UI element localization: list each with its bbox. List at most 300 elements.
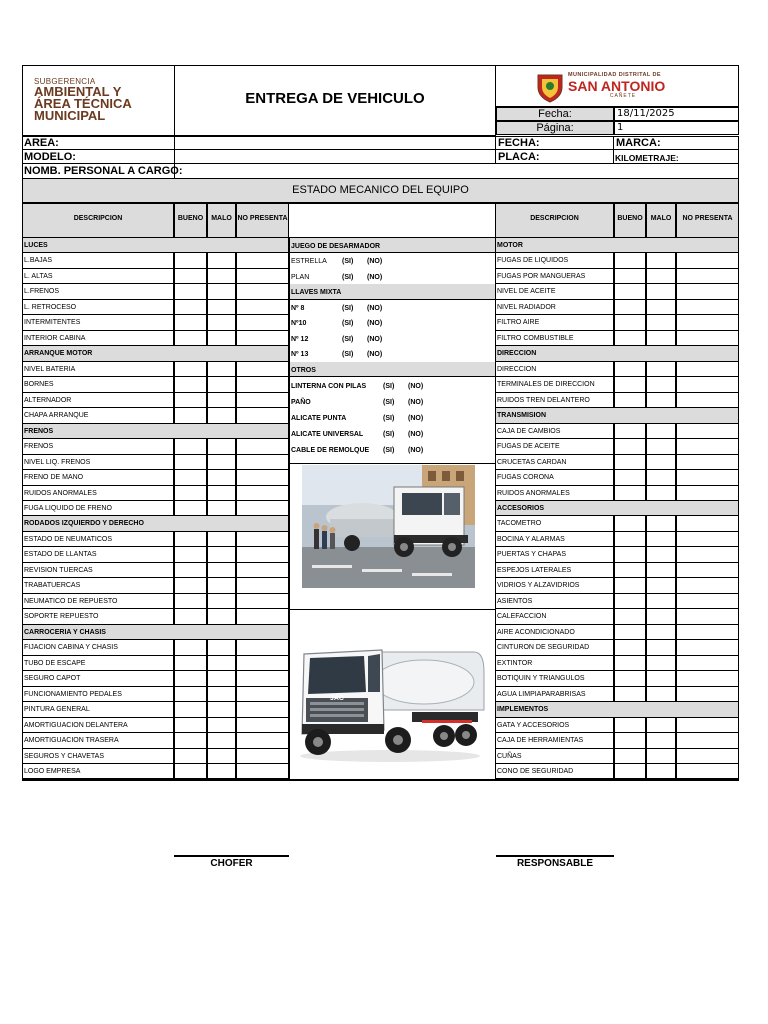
right-malo-cell[interactable] <box>646 640 676 655</box>
right-no-presenta-cell[interactable] <box>676 300 739 315</box>
right-malo-cell[interactable] <box>646 578 676 593</box>
left-bueno-cell[interactable] <box>174 315 207 330</box>
right-item-label: NIVEL DE ACEITE <box>497 288 556 296</box>
pagina-value-cell[interactable] <box>614 121 739 135</box>
right-bueno-cell[interactable] <box>614 424 646 439</box>
right-item-label: BOCINA Y ALARMAS <box>497 535 565 543</box>
tool-si-option[interactable]: (SI) <box>342 320 354 328</box>
left-group-row <box>22 424 289 439</box>
right-malo-cell[interactable] <box>646 486 676 501</box>
left-malo-cell[interactable] <box>207 408 236 423</box>
tool-no-option[interactable]: (NO) <box>408 398 424 406</box>
tool-si-option[interactable]: (SI) <box>342 351 354 359</box>
page-title: ENTREGA DE VEHICULO <box>245 90 425 107</box>
left-bueno-cell[interactable] <box>174 718 207 733</box>
tool-no-option[interactable]: (NO) <box>367 304 383 312</box>
left-malo-cell[interactable] <box>207 578 236 593</box>
tool-item-label: ALICATE UNIVERSAL <box>291 431 364 439</box>
left-header-bueno-label: BUENO <box>177 215 204 222</box>
left-malo-cell[interactable] <box>207 702 236 717</box>
left-bueno-cell[interactable] <box>174 609 207 624</box>
right-bueno-cell[interactable] <box>614 687 646 702</box>
right-malo-cell[interactable] <box>646 625 676 640</box>
left-no-presenta-cell[interactable] <box>236 718 289 733</box>
left-malo-cell[interactable] <box>207 594 236 609</box>
left-no-presenta-cell[interactable] <box>236 687 289 702</box>
middle-photo-divider <box>289 609 495 610</box>
right-malo-cell[interactable] <box>646 315 676 330</box>
right-bueno-cell[interactable] <box>614 377 646 392</box>
grid-bottom-border <box>22 779 739 781</box>
left-header-descripcion-label: DESCRIPCION <box>73 215 123 222</box>
right-group-label: DIRECCION <box>497 350 537 358</box>
kilometraje-label: KILOMETRAJE: <box>615 153 679 163</box>
right-malo-cell[interactable] <box>646 733 676 748</box>
tool-no-option[interactable]: (NO) <box>367 258 383 266</box>
left-no-presenta-cell[interactable] <box>236 486 289 501</box>
truck-photo-street <box>302 465 475 588</box>
tool-no-option[interactable]: (NO) <box>367 351 383 359</box>
left-malo-cell[interactable] <box>207 547 236 562</box>
tool-item-label: CABLE DE REMOLQUE <box>291 447 370 455</box>
right-bueno-cell[interactable] <box>614 547 646 562</box>
right-malo-cell[interactable] <box>646 764 676 779</box>
right-no-presenta-cell[interactable] <box>676 486 739 501</box>
right-malo-cell[interactable] <box>646 424 676 439</box>
right-no-presenta-cell[interactable] <box>676 516 739 531</box>
left-no-presenta-cell[interactable] <box>236 656 289 671</box>
right-malo-cell[interactable] <box>646 532 676 547</box>
middle-group-row <box>289 362 495 377</box>
left-malo-cell[interactable] <box>207 532 236 547</box>
left-bueno-cell[interactable] <box>174 578 207 593</box>
left-bueno-cell[interactable] <box>174 640 207 655</box>
tool-si-option[interactable]: (SI) <box>383 382 395 390</box>
right-no-presenta-cell[interactable] <box>676 687 739 702</box>
left-no-presenta-cell[interactable] <box>236 501 289 516</box>
right-malo-cell[interactable] <box>646 377 676 392</box>
right-malo-cell[interactable] <box>646 269 676 284</box>
left-malo-cell[interactable] <box>207 671 236 686</box>
right-bueno-cell[interactable] <box>614 764 646 779</box>
right-no-presenta-cell[interactable] <box>676 609 739 624</box>
middle-left-border <box>289 238 290 779</box>
chofer-signature-line[interactable] <box>174 855 289 857</box>
right-item-label: CONO DE SEGURIDAD <box>497 767 574 775</box>
left-no-presenta-cell[interactable] <box>236 640 289 655</box>
left-item-label: FRENO DE MANO <box>24 474 84 482</box>
right-no-presenta-cell[interactable] <box>676 547 739 562</box>
left-malo-cell[interactable] <box>207 749 236 764</box>
right-malo-cell[interactable] <box>646 300 676 315</box>
left-malo-cell[interactable] <box>207 455 236 470</box>
right-malo-cell[interactable] <box>646 749 676 764</box>
left-bueno-cell[interactable] <box>174 269 207 284</box>
right-item-label: FUGAS DE LIQUIDOS <box>497 257 569 265</box>
right-malo-cell[interactable] <box>646 516 676 531</box>
tool-item-label: PLAN <box>291 273 310 281</box>
right-item-label: CAJA DE CAMBIOS <box>497 427 561 435</box>
right-item-label: CINTURON DE SEGURIDAD <box>497 644 590 652</box>
right-no-presenta-cell[interactable] <box>676 640 739 655</box>
left-no-presenta-cell[interactable] <box>236 749 289 764</box>
right-no-presenta-cell[interactable] <box>676 470 739 485</box>
left-bueno-cell[interactable] <box>174 486 207 501</box>
right-bueno-cell[interactable] <box>614 393 646 408</box>
left-header-no_presenta-label: NO PRESENTA <box>237 215 288 222</box>
left-malo-cell[interactable] <box>207 563 236 578</box>
right-no-presenta-cell[interactable] <box>676 578 739 593</box>
left-bueno-cell[interactable] <box>174 455 207 470</box>
left-no-presenta-cell[interactable] <box>236 362 289 377</box>
tool-si-option[interactable]: (SI) <box>342 258 354 266</box>
left-bueno-cell[interactable] <box>174 702 207 717</box>
right-no-presenta-cell[interactable] <box>676 362 739 377</box>
right-item-label: FILTRO AIRE <box>497 319 540 327</box>
right-bueno-cell[interactable] <box>614 362 646 377</box>
responsable-signature-line[interactable] <box>496 855 614 857</box>
right-no-presenta-cell[interactable] <box>676 733 739 748</box>
left-malo-cell[interactable] <box>207 393 236 408</box>
left-bueno-cell[interactable] <box>174 300 207 315</box>
left-no-presenta-cell[interactable] <box>236 532 289 547</box>
personal-label: NOMB. PERSONAL A CARGO: <box>24 165 183 177</box>
right-group-label: IMPLEMENTOS <box>497 706 549 714</box>
left-malo-cell[interactable] <box>207 284 236 299</box>
left-item-label: NIVEL LIQ. FRENOS <box>24 458 91 466</box>
right-bueno-cell[interactable] <box>614 609 646 624</box>
left-no-presenta-cell[interactable] <box>236 563 289 578</box>
left-bueno-cell[interactable] <box>174 284 207 299</box>
right-malo-cell[interactable] <box>646 594 676 609</box>
right-bueno-cell[interactable] <box>614 284 646 299</box>
right-bueno-cell[interactable] <box>614 253 646 268</box>
tool-no-option[interactable]: (NO) <box>408 382 424 390</box>
right-bueno-cell[interactable] <box>614 749 646 764</box>
right-bueno-cell[interactable] <box>614 733 646 748</box>
left-item-label: FRENOS <box>24 443 54 451</box>
right-bueno-cell[interactable] <box>614 532 646 547</box>
middle-tools-bottom <box>289 463 495 464</box>
left-malo-cell[interactable] <box>207 733 236 748</box>
right-group-label: MOTOR <box>497 242 523 249</box>
right-bueno-cell[interactable] <box>614 439 646 454</box>
right-malo-cell[interactable] <box>646 687 676 702</box>
right-malo-cell[interactable] <box>646 470 676 485</box>
tool-no-option[interactable]: (NO) <box>367 320 383 328</box>
municipality-line-3: CAÑETE <box>609 93 637 99</box>
right-no-presenta-cell[interactable] <box>676 625 739 640</box>
left-item-label: CHAPA ARRANQUE <box>24 412 89 420</box>
left-no-presenta-cell[interactable] <box>236 300 289 315</box>
right-bueno-cell[interactable] <box>614 300 646 315</box>
left-no-presenta-cell[interactable] <box>236 470 289 485</box>
right-header-no_presenta-label: NO PRESENTA <box>682 215 733 222</box>
right-group-label: TRANSMISION <box>497 412 546 420</box>
right-no-presenta-cell[interactable] <box>676 764 739 779</box>
right-item-label: ASIENTOS <box>497 597 533 605</box>
left-group-label: RODADOS IZQUIERDO Y DERECHO <box>24 520 144 528</box>
left-no-presenta-cell[interactable] <box>236 578 289 593</box>
left-no-presenta-cell[interactable] <box>236 671 289 686</box>
right-item-label: FUGAS CORONA <box>497 474 554 482</box>
left-bueno-cell[interactable] <box>174 656 207 671</box>
left-item-label: L.FRENOS <box>24 288 60 296</box>
left-no-presenta-cell[interactable] <box>236 408 289 423</box>
municipality-seal-icon <box>536 71 564 103</box>
middle-header-blank <box>289 203 495 238</box>
right-no-presenta-cell[interactable] <box>676 563 739 578</box>
tool-no-option[interactable]: (NO) <box>408 431 424 439</box>
right-header-malo-label: MALO <box>650 215 672 222</box>
left-bueno-cell[interactable] <box>174 362 207 377</box>
right-no-presenta-cell[interactable] <box>676 718 739 733</box>
right-no-presenta-cell[interactable] <box>676 269 739 284</box>
left-malo-cell[interactable] <box>207 609 236 624</box>
right-bueno-cell[interactable] <box>614 718 646 733</box>
right-bueno-cell[interactable] <box>614 563 646 578</box>
municipality-line-2: SAN ANTONIO <box>568 78 666 94</box>
left-no-presenta-cell[interactable] <box>236 331 289 346</box>
left-bueno-cell[interactable] <box>174 393 207 408</box>
left-bueno-cell[interactable] <box>174 594 207 609</box>
right-no-presenta-cell[interactable] <box>676 749 739 764</box>
right-no-presenta-cell[interactable] <box>676 424 739 439</box>
left-malo-cell[interactable] <box>207 718 236 733</box>
right-group-row <box>495 238 739 253</box>
left-item-label: PINTURA GENERAL <box>24 706 90 714</box>
tool-no-option[interactable]: (NO) <box>408 447 424 455</box>
left-no-presenta-cell[interactable] <box>236 439 289 454</box>
tool-item-label: LINTERNA CON PILAS <box>291 382 367 390</box>
right-bueno-cell[interactable] <box>614 315 646 330</box>
left-no-presenta-cell[interactable] <box>236 547 289 562</box>
left-malo-cell[interactable] <box>207 377 236 392</box>
tool-item-label: ALICATE PUNTA <box>291 414 347 422</box>
right-item-label: CAJA DE HERRAMIENTAS <box>497 737 584 745</box>
logo-line-2: AMBIENTAL Y <box>34 84 122 99</box>
left-bueno-cell[interactable] <box>174 408 207 423</box>
right-bueno-cell[interactable] <box>614 594 646 609</box>
right-bueno-cell[interactable] <box>614 331 646 346</box>
right-no-presenta-cell[interactable] <box>676 594 739 609</box>
right-malo-cell[interactable] <box>646 547 676 562</box>
right-bueno-cell[interactable] <box>614 516 646 531</box>
right-malo-cell[interactable] <box>646 718 676 733</box>
left-no-presenta-cell[interactable] <box>236 594 289 609</box>
left-item-label: INTERMITENTES <box>24 319 81 327</box>
responsable-label: RESPONSABLE <box>516 858 594 869</box>
left-group-label: FRENOS <box>24 427 54 435</box>
left-bueno-cell[interactable] <box>174 501 207 516</box>
right-item-label: PUERTAS Y CHAPAS <box>497 551 566 559</box>
pagina-label: Página: <box>536 122 574 134</box>
right-bueno-cell[interactable] <box>614 455 646 470</box>
left-item-label: TUBO DE ESCAPE <box>24 659 86 667</box>
left-bueno-cell[interactable] <box>174 331 207 346</box>
right-no-presenta-cell[interactable] <box>676 315 739 330</box>
fecha-info-label: FECHA: <box>498 137 540 149</box>
right-no-presenta-cell[interactable] <box>676 253 739 268</box>
pagina-value: 1 <box>617 122 624 133</box>
left-bueno-cell[interactable] <box>174 547 207 562</box>
truck-brand-text: JAC <box>329 695 345 702</box>
right-item-label: TACOMETRO <box>497 520 542 528</box>
truck-photo-product <box>294 632 486 764</box>
right-bueno-cell[interactable] <box>614 671 646 686</box>
left-bueno-cell[interactable] <box>174 563 207 578</box>
right-bueno-cell[interactable] <box>614 486 646 501</box>
left-no-presenta-cell[interactable] <box>236 253 289 268</box>
tool-no-option[interactable]: (NO) <box>408 414 424 422</box>
left-malo-cell[interactable] <box>207 362 236 377</box>
right-item-label: AGUA LIMPIAPARABRISAS <box>497 690 586 698</box>
left-malo-cell[interactable] <box>207 764 236 779</box>
left-bueno-cell[interactable] <box>174 733 207 748</box>
left-malo-cell[interactable] <box>207 470 236 485</box>
tool-si-option[interactable]: (SI) <box>383 398 395 406</box>
right-malo-cell[interactable] <box>646 284 676 299</box>
tool-no-option[interactable]: (NO) <box>367 273 383 281</box>
left-item-label: ALTERNADOR <box>24 396 72 404</box>
right-bueno-cell[interactable] <box>614 625 646 640</box>
left-item-label: INTERIOR CABINA <box>24 334 86 342</box>
left-item-label: ESTADO DE NEUMATICOS <box>24 535 113 543</box>
left-no-presenta-cell[interactable] <box>236 315 289 330</box>
left-malo-cell[interactable] <box>207 269 236 284</box>
right-item-label: CRUCETAS CARDAN <box>497 458 567 466</box>
fecha-value: 18/11/2025 <box>617 108 675 119</box>
right-bueno-cell[interactable] <box>614 578 646 593</box>
left-item-label: SEGURO CAPOT <box>24 675 81 683</box>
left-bueno-cell[interactable] <box>174 470 207 485</box>
right-no-presenta-cell[interactable] <box>676 377 739 392</box>
right-header-bueno-label: BUENO <box>617 215 643 222</box>
left-item-label: TRABATUERCAS <box>24 582 81 590</box>
right-item-label: TERMINALES DE DIRECCION <box>497 381 595 389</box>
left-malo-cell[interactable] <box>207 439 236 454</box>
right-malo-cell[interactable] <box>646 331 676 346</box>
left-malo-cell[interactable] <box>207 486 236 501</box>
right-no-presenta-cell[interactable] <box>676 284 739 299</box>
right-malo-cell[interactable] <box>646 253 676 268</box>
left-bueno-cell[interactable] <box>174 532 207 547</box>
right-item-label: CALEFACCION <box>497 613 547 621</box>
left-bueno-cell[interactable] <box>174 253 207 268</box>
left-malo-cell[interactable] <box>207 501 236 516</box>
area-label: AREA: <box>24 137 59 149</box>
left-bueno-cell[interactable] <box>174 687 207 702</box>
left-malo-cell[interactable] <box>207 315 236 330</box>
left-malo-cell[interactable] <box>207 640 236 655</box>
right-bueno-cell[interactable] <box>614 656 646 671</box>
left-malo-cell[interactable] <box>207 253 236 268</box>
right-item-label: DIRECCION <box>497 365 537 373</box>
subgerencia-logo <box>34 78 169 122</box>
right-bueno-cell[interactable] <box>614 640 646 655</box>
left-item-label: AMORTIGUACION TRASERA <box>24 737 119 745</box>
right-no-presenta-cell[interactable] <box>676 532 739 547</box>
left-item-label: L. ALTAS <box>24 272 53 280</box>
right-malo-cell[interactable] <box>646 656 676 671</box>
right-bueno-cell[interactable] <box>614 470 646 485</box>
right-item-label: FILTRO COMBUSTIBLE <box>497 334 574 342</box>
tool-item-label: Nº 12 <box>291 335 309 343</box>
left-item-label: FUGA LIQUIDO DE FRENO <box>24 504 112 512</box>
left-malo-cell[interactable] <box>207 300 236 315</box>
left-item-label: REVISION TUERCAS <box>24 566 93 574</box>
middle-right-border <box>495 238 496 779</box>
right-item-label: CUÑAS <box>497 752 522 760</box>
left-no-presenta-cell[interactable] <box>236 609 289 624</box>
right-no-presenta-cell[interactable] <box>676 393 739 408</box>
right-no-presenta-cell[interactable] <box>676 331 739 346</box>
tool-si-option[interactable]: (SI) <box>383 431 395 439</box>
right-item-label: FUGAS POR MANGUERAS <box>497 272 586 280</box>
right-no-presenta-cell[interactable] <box>676 455 739 470</box>
right-malo-cell[interactable] <box>646 671 676 686</box>
left-bueno-cell[interactable] <box>174 764 207 779</box>
right-no-presenta-cell[interactable] <box>676 671 739 686</box>
left-no-presenta-cell[interactable] <box>236 764 289 779</box>
chofer-label: CHOFER <box>210 858 253 869</box>
tool-item-label: Nº10 <box>291 320 307 328</box>
tool-no-option[interactable]: (NO) <box>367 335 383 343</box>
left-bueno-cell[interactable] <box>174 377 207 392</box>
left-item-label: NIVEL BATERIA <box>24 365 76 373</box>
left-bueno-cell[interactable] <box>174 671 207 686</box>
section-title: ESTADO MECANICO DEL EQUIPO <box>292 184 469 196</box>
left-malo-cell[interactable] <box>207 687 236 702</box>
right-group-label: ACCESORIOS <box>497 504 545 512</box>
left-no-presenta-cell[interactable] <box>236 702 289 717</box>
right-malo-cell[interactable] <box>646 439 676 454</box>
left-no-presenta-cell[interactable] <box>236 455 289 470</box>
left-malo-cell[interactable] <box>207 331 236 346</box>
left-no-presenta-cell[interactable] <box>236 284 289 299</box>
right-malo-cell[interactable] <box>646 362 676 377</box>
left-bueno-cell[interactable] <box>174 439 207 454</box>
left-no-presenta-cell[interactable] <box>236 733 289 748</box>
tool-item-label: Nº 8 <box>291 304 305 312</box>
tool-item-label: Nº 13 <box>291 351 309 359</box>
left-bueno-cell[interactable] <box>174 749 207 764</box>
logo-line-3: ÁREA TÉCNICA <box>34 96 132 111</box>
left-no-presenta-cell[interactable] <box>236 269 289 284</box>
right-malo-cell[interactable] <box>646 563 676 578</box>
left-no-presenta-cell[interactable] <box>236 377 289 392</box>
right-malo-cell[interactable] <box>646 455 676 470</box>
tool-si-option[interactable]: (SI) <box>342 304 354 312</box>
tool-si-option[interactable]: (SI) <box>342 335 354 343</box>
right-item-label: EXTINTOR <box>497 659 533 667</box>
right-malo-cell[interactable] <box>646 393 676 408</box>
tool-si-option[interactable]: (SI) <box>383 447 395 455</box>
right-no-presenta-cell[interactable] <box>676 439 739 454</box>
right-no-presenta-cell[interactable] <box>676 656 739 671</box>
fecha-label: Fecha: <box>538 108 572 120</box>
tool-item-label: PAÑO <box>291 398 311 406</box>
left-no-presenta-cell[interactable] <box>236 393 289 408</box>
right-item-label: VIDRIOS Y ALZAVIDRIOS <box>497 582 580 590</box>
right-malo-cell[interactable] <box>646 609 676 624</box>
tool-si-option[interactable]: (SI) <box>342 273 354 281</box>
right-bueno-cell[interactable] <box>614 269 646 284</box>
middle-group-label: JUEGO DE DESARMADOR <box>291 243 381 250</box>
left-malo-cell[interactable] <box>207 656 236 671</box>
left-group-label: CARROCERIA Y CHASIS <box>24 628 106 636</box>
tool-si-option[interactable]: (SI) <box>383 414 395 422</box>
